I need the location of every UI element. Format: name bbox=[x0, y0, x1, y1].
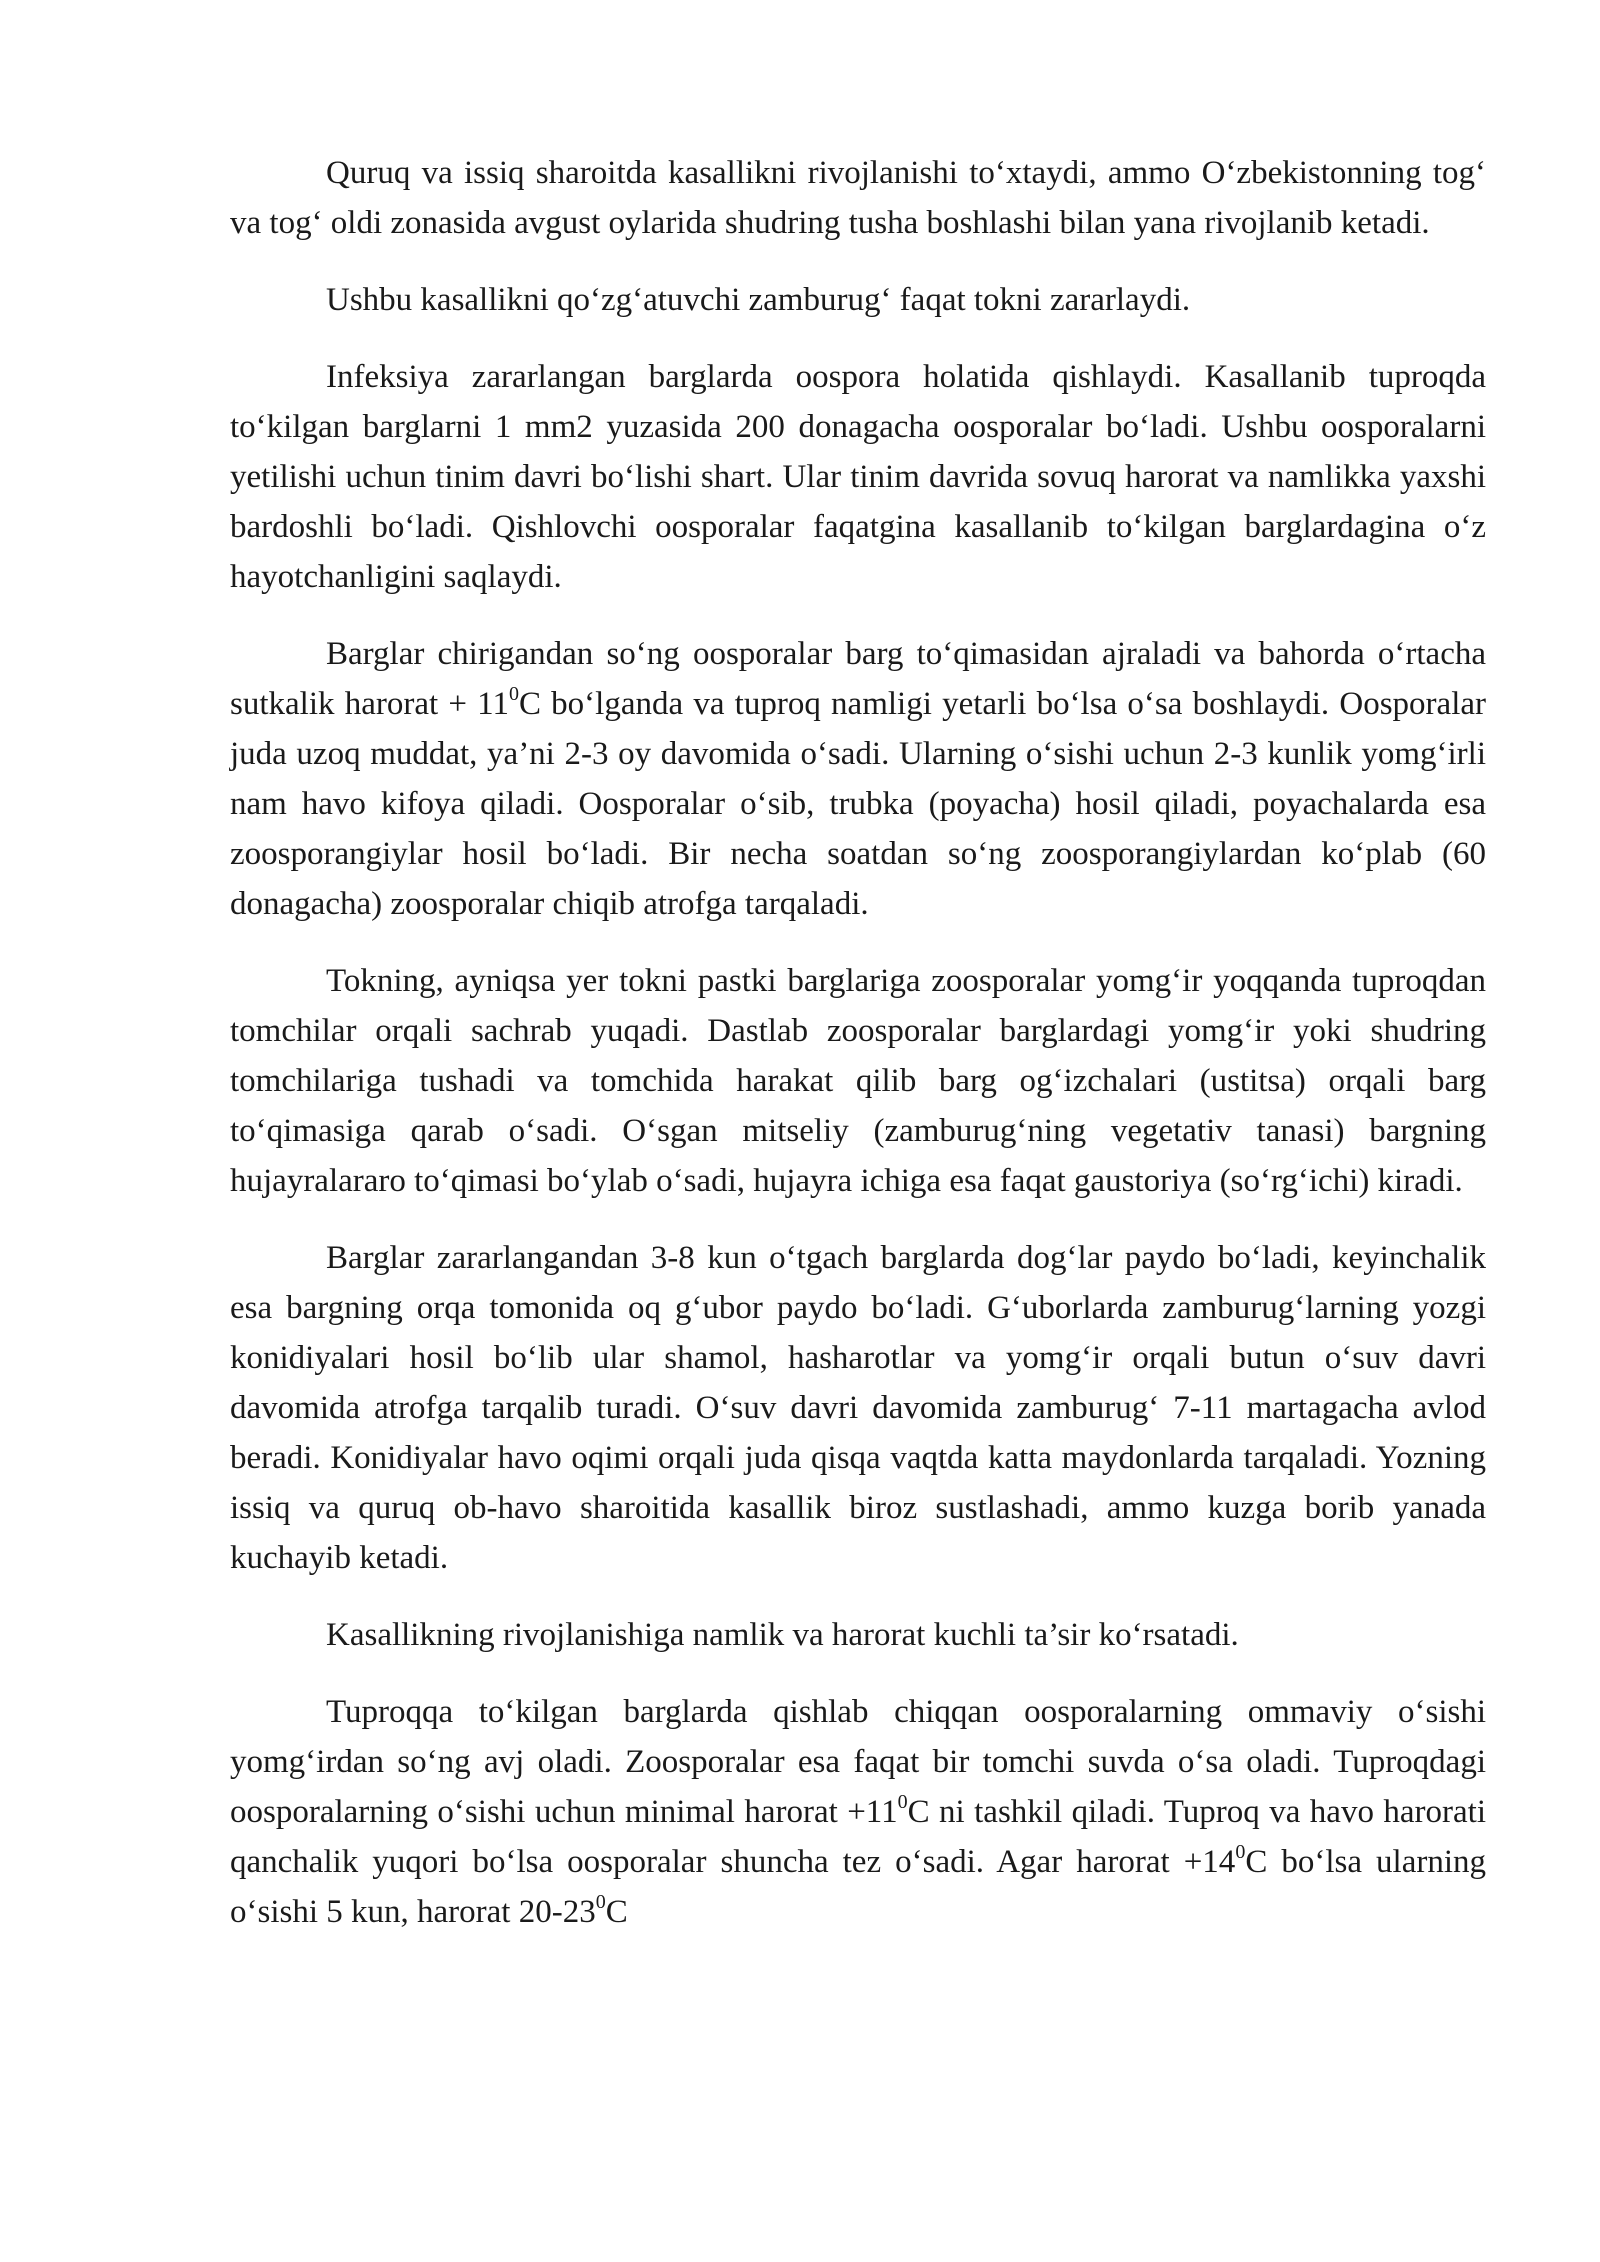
paragraph-text: Barglar chirigandan so‘ng oosporalar barg to‘qimasidan ajraladi va bahorda o‘rtacha sutkalik harorat + 11 bbox=[230, 636, 1486, 722]
paragraph bbox=[230, 1233, 1486, 1583]
degree-superscript: 0 bbox=[595, 1891, 606, 1913]
paragraph bbox=[230, 1610, 1486, 1660]
paragraph-text: Barglar zararlangandan 3-8 kun o‘tgach barglarda dog‘lar paydo bo‘ladi, keyinchalik esa bargning orqa tomonida oq g‘ubor paydo bo‘ladi. G‘uborlarda zamburug‘larning yozgi konidiyalari hosil bo‘lib ular shamol, hasharotlar va yomg‘ir orqali butun o‘suv davri davomida atrofga tarqalib turadi. O‘suv davri davomida zamburug‘ 7-11 martagacha avlod beradi. Konidiyalar havo oqimi orqali juda qisqa vaqtda katta maydonlarda tarqaladi. Yozning issiq va quruq ob-havo sharoitida kasallik biroz sustlashadi, ammo kuzga borib yanada kuchayib ketadi. bbox=[230, 1240, 1486, 1576]
paragraph-text: C bbox=[605, 1894, 628, 1930]
paragraph-text: Tuproqqa to‘kilgan barglarda qishlab chiqqan oosporalarning ommaviy o‘sishi yomg‘irdan so‘ng avj oladi. Zoosporalar esa faqat bir tomchi suvda o‘sa oladi. Tuproqdagi oosporalarning o‘sishi uchun minimal harorat +11 bbox=[230, 1694, 1486, 1830]
paragraph-text: C ni tashkil qiladi. Tuproq va havo harorati qanchalik yuqori bo‘lsa oosporalar shuncha tez o‘sadi. Agar harorat +14 bbox=[230, 1794, 1486, 1880]
paragraph-text: Quruq va issiq sharoitda kasallikni rivojlanishi to‘xtaydi, ammo O‘zbekistonning tog‘ va tog‘ oldi zonasida avgust oylarida shudring tusha boshlashi bilan yana rivojlanib ketadi. bbox=[230, 155, 1486, 241]
paragraph-text: Tokning, ayniqsa yer tokni pastki barglariga zoosporalar yomg‘ir yoqqanda tuproqdan tomchilar orqali sachrab yuqadi. Dastlab zoosporalar barglardagi yomg‘ir yoki shudring tomchilariga tushadi va tomchida harakat qilib barg og‘izchalari (ustitsa) orqali barg to‘qimasiga qarab o‘sadi. O‘sgan mitseliy (zamburug‘ning vegetativ tanasi) bargning hujayralararo to‘qimasi bo‘ylab o‘sadi, hujayra ichiga esa faqat gaustoriya (so‘rg‘ichi) kiradi. bbox=[230, 963, 1486, 1199]
paragraph bbox=[230, 148, 1486, 248]
paragraph-text: Ushbu kasallikni qo‘zg‘atuvchi zamburug‘ faqat tokni zararlaydi. bbox=[326, 282, 1191, 318]
paragraph-text: Infeksiya zararlangan barglarda oospora holatida qishlaydi. Kasallanib tuproqda to‘kilgan barglarni 1 mm2 yuzasida 200 donagacha oosporalar bo‘ladi. Ushbu oosporalarni yetilishi uchun tinim davri bo‘lishi shart. Ular tinim davrida sovuq harorat va namlikka yaxshi bardoshli bo‘ladi. Qishlovchi oosporalar faqatgina kasallanib to‘kilgan barglardagina o‘z hayotchanligini saqlaydi. bbox=[230, 359, 1486, 595]
paragraph-text: Kasallikning rivojlanishiga namlik va harorat kuchli ta’sir ko‘rsatadi. bbox=[326, 1617, 1239, 1653]
paragraph bbox=[230, 956, 1486, 1206]
degree-superscript: 0 bbox=[897, 1791, 908, 1813]
degree-superscript: 0 bbox=[508, 683, 519, 705]
paragraph bbox=[230, 352, 1486, 602]
paragraph-text: C bo‘lganda va tuproq namligi yetarli bo‘lsa o‘sa boshlaydi. Oosporalar juda uzoq muddat, ya’ni 2-3 oy davomida o‘sadi. Ularning o‘sishi uchun 2-3 kunlik yomg‘irli nam havo kifoya qiladi. Oosporalar o‘sib, trubka (poyacha) hosil qiladi, poyachalarda esa zoosporangiylar hosil bo‘ladi. Bir necha soatdan so‘ng zoosporangiylardan ko‘plab (60 donagacha) zoosporalar chiqib atrofga tarqaladi. bbox=[230, 686, 1486, 922]
paragraph-text: C bo‘lsa ularning o‘sishi 5 kun, harorat 20-23 bbox=[230, 1844, 1486, 1930]
document-page bbox=[230, 148, 1486, 1964]
paragraph bbox=[230, 629, 1486, 929]
paragraph bbox=[230, 275, 1486, 325]
paragraph bbox=[230, 1687, 1486, 1937]
degree-superscript: 0 bbox=[1235, 1841, 1246, 1863]
